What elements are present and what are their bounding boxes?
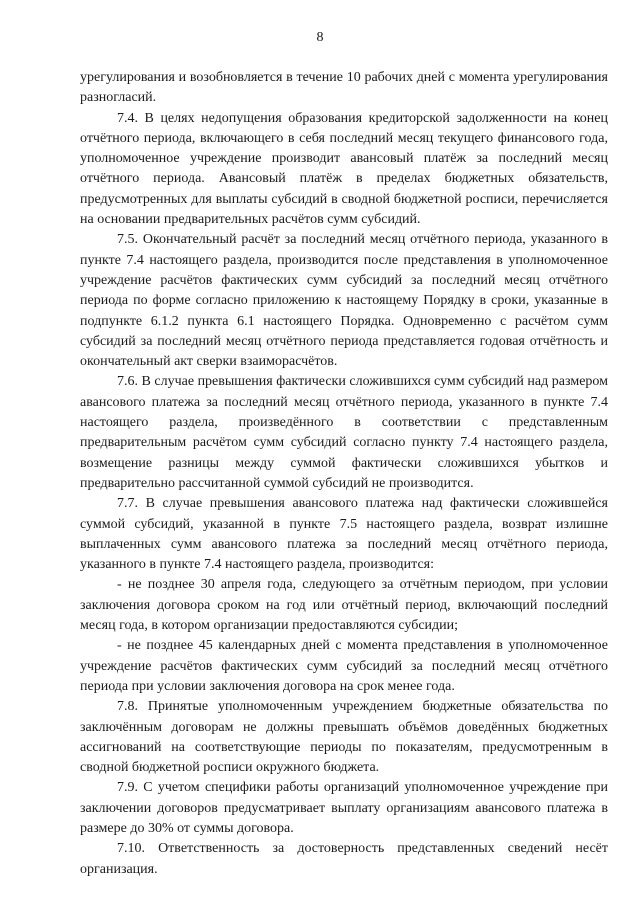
paragraph-7-5: 7.5. Окончательный расчёт за последний месяц отчётного периода, указанного в пункте 7.4 настоящего раздела, производится после представления в уполномоченное учреждение расчётов фактических сумм субсидий за последний месяц отчётного периода по форме согласно приложению к настоящему Порядку в сроки, указанные в подпункте 6.1.2 пункта 6.1 настоящего Порядка. Одновременно с расчётом сумм субсидий за последний месяц отчётного периода представляется годовая отчётность и окончательный акт сверки взаиморасчётов.	[80, 232, 608, 370]
list-item-deadline-april: - не позднее 30 апреля года, следующего за отчётным периодом, при условии заключения договора сроком на год или отчётный период, включающий последний месяц года, в котором организации предоставляются субсидии;	[80, 577, 608, 634]
paragraph-7-4: 7.4. В целях недопущения образования кредиторской задолженности на конец отчётного периода, включающего в себя последний месяц текущего финансового года, уполномоченное учреждение производит авансовый платёж за последний месяц отчётного периода. Авансовый платёж в пределах бюджетных обязательств, предусмотренных для выплаты субсидий в сводной бюджетной росписи, перечисляется на основании предварительных расчётов сумм субсидий.	[80, 110, 608, 228]
list-item-deadline-45-days: - не позднее 45 календарных дней с момента представления в уполномоченное учреждение расчётов фактических сумм субсидий за последний месяц отчётного периода при условии заключения договора на срок менее года.	[80, 638, 608, 694]
paragraph-7-8: 7.8. Принятые уполномоченным учреждением бюджетные обязательства по заключённым договорам не должны превышать объёмов доведённых бюджетных ассигнований на соответствующие периоды по показателям, предусмотренным в сводной бюджетной росписи окружного бюджета.	[80, 699, 608, 776]
paragraph-continuation: урегулирования и возобновляется в течение 10 рабочих дней с момента урегулирования разногласий.	[80, 70, 608, 106]
paragraph-7-7: 7.7. В случае превышения авансового платежа над фактически сложившейся суммой субсидий, указанной в пункте 7.5 настоящего раздела, возврат излишне выплаченных сумм авансового платежа за последний месяц отчётного периода, указанного в пункте 7.4 настоящего раздела, производится:	[80, 496, 608, 573]
paragraph-7-6: 7.6. В случае превышения фактически сложившихся сумм субсидий над размером авансового платежа за последний месяц отчётного периода, указанного в пункте 7.4 настоящего раздела, произведённого в соответствии с представленным предварительным расчётом сумм субсидий согласно пункту 7.4 настоящего раздела, возмещение разницы между суммой фактически сложившихся убытков и предварительно рассчитанной суммой субсидий не производится.	[80, 374, 608, 491]
document-body	[80, 68, 608, 880]
page-number: 8	[316, 30, 324, 45]
paragraph-7-10: 7.10. Ответственность за достоверность представленных сведений несёт организация.	[80, 841, 608, 877]
paragraph-7-9: 7.9. С учетом специфики работы организаций уполномоченное учреждение при заключении договоров предусматривает выплату организациям авансового платежа в размере до 30% от суммы договора.	[80, 780, 608, 836]
